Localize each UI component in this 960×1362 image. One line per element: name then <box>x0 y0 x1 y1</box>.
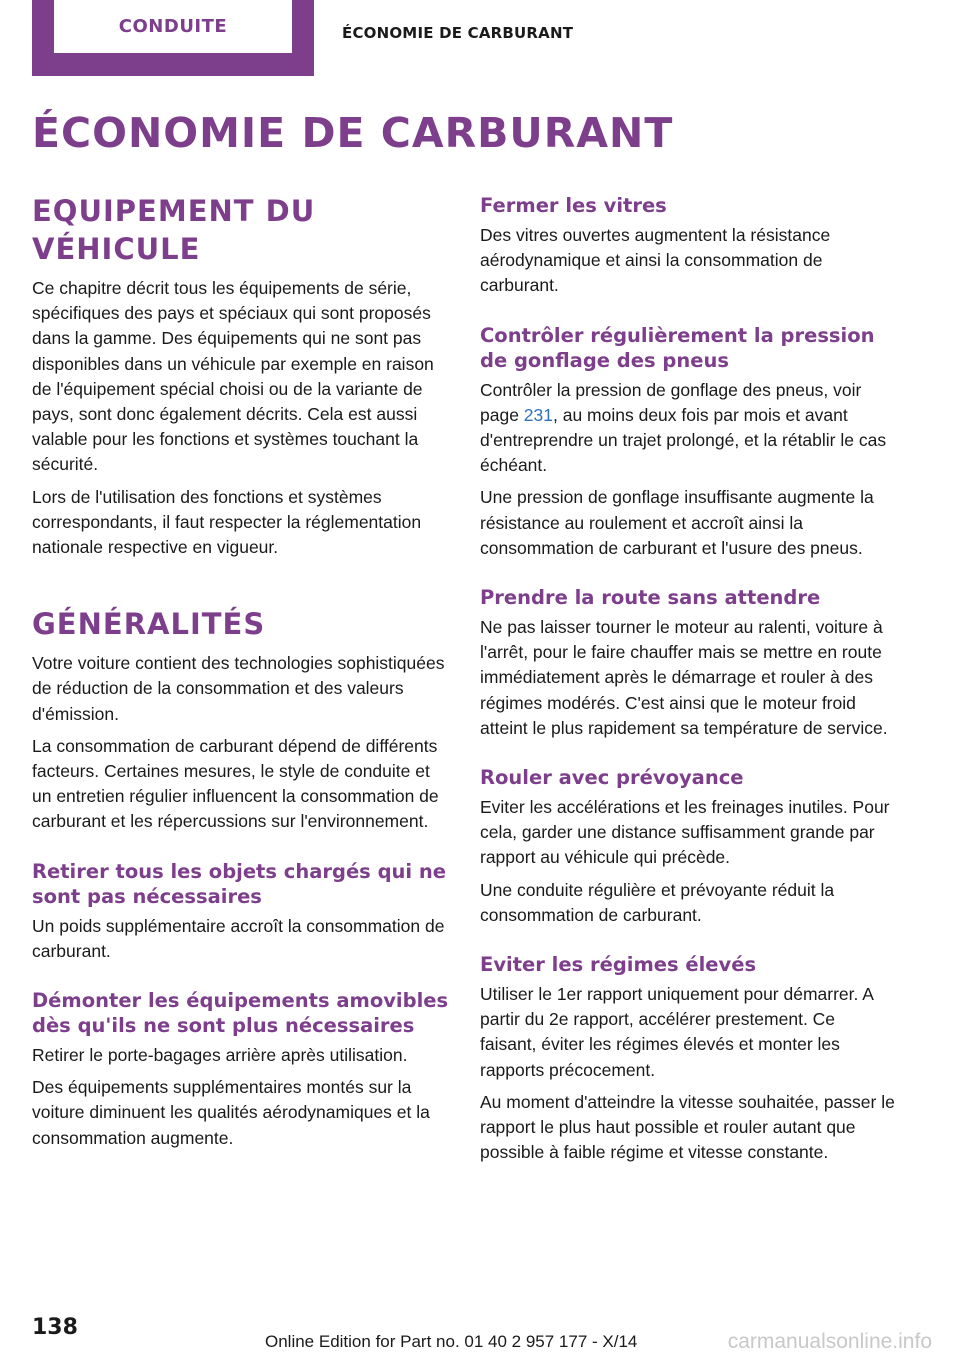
subheading-anticipation: Rouler avec prévoyance <box>480 766 744 790</box>
subheading-tyre-pressure: Contrôler régulièrement la pression de gonflage des pneus <box>480 323 875 372</box>
section-title-general: GÉNÉRALITÉS <box>32 607 266 642</box>
paragraph: Une conduite régulière et prévoyante réduit la consommation de carburant. <box>480 879 835 925</box>
paragraph: La consommation de carburant dépend de différents facteurs. Certaines mesures, le style de conduite et un entretien régulier influencent la consommation de carburant et les répercussions sur l'environnement. <box>32 735 439 832</box>
paragraph: Des vitres ouvertes augmentent la résistance aérodynamique et ainsi la consommation de carburant. <box>480 225 831 296</box>
paragraph: Une pression de gonflage insuffisante augmente la résistance au roulement et accroît ainsi la consommation de carburant et l'usure des pneus. <box>480 487 874 558</box>
subheading-remove-objects: Retirer tous les objets chargés qui ne sont pas nécessaires <box>32 859 446 908</box>
subheading-remove-equipment: Démonter les équipements amovibles dès qu'ils ne sont plus nécessaires <box>32 989 449 1038</box>
subheading-high-revs: Eviter les régimes élevés <box>480 953 757 977</box>
section-title-equipment: EQUIPEMENT DU VÉHICULE <box>32 194 316 266</box>
left-column <box>32 192 452 1158</box>
page-link-231[interactable]: 231 <box>523 404 553 425</box>
paragraph: Eviter les accélérations et les freinages inutiles. Pour cela, garder une distance suffisamment grande par rapport au véhicule qui précède. <box>480 797 890 868</box>
paragraph: Des équipements supplémentaires montés sur la voiture diminuent les qualités aérodynamiques et la consommation augmente. <box>32 1077 430 1148</box>
paragraph: Votre voiture contient des technologies sophistiquées de réduction de la consommation et des valeurs d'émission. <box>32 653 445 724</box>
paragraph: Lors de l'utilisation des fonctions et systèmes correspondants, il faut respecter la réglementation nationale respective en vigueur. <box>32 486 422 558</box>
paragraph-tyre-pressure <box>480 378 895 479</box>
text-run: , au moins deux fois par mois et avant d'entreprendre un trajet prolongé, et la rétablir le cas échéant. <box>480 404 887 476</box>
chapter-tab <box>32 0 314 76</box>
paragraph: Retirer le porte-bagages arrière après utilisation. <box>32 1045 408 1066</box>
page-number: 138 <box>32 1315 78 1340</box>
text-run: Contrôler la pression de gonflage des pneus, voir page <box>480 379 862 425</box>
chapter-tab-label[interactable]: CONDUITE <box>54 0 292 53</box>
subheading-windows: Fermer les vitres <box>480 194 667 217</box>
paragraph: Ne pas laisser tourner le moteur au ralenti, voiture à l'arrêt, pour le faire chauffer mais se mettre en route immédiatement après le démarrage et rouler à des régimes modérés. C'est ainsi que le moteur froid atteint le plus rapidement sa température de service. <box>480 617 888 738</box>
paragraph: Un poids supplémentaire accroît la consommation de carburant. <box>32 915 445 961</box>
paragraph: Au moment d'atteindre la vitesse souhaitée, passer le rapport le plus haut possible et rouler autant que possible à faible régime et vitesse constante. <box>480 1091 895 1163</box>
right-column <box>480 193 895 1172</box>
watermark: carmanualsonline.info <box>727 1330 932 1353</box>
paragraph: Ce chapitre décrit tous les équipements de série, spécifiques des pays et spéciaux qui sont proposés dans la gamme. Des équipements qui ne sont pas disponibles dans un véhicule par exemple en raison de l'équipement spécial choisi ou de la variante de pays, sont donc également décrits. Cela est aussi valable pour les fonctions et systèmes touchant la sécurité. <box>32 278 434 475</box>
subheading-start-driving: Prendre la route sans attendre <box>480 586 821 610</box>
paragraph: Utiliser le 1er rapport uniquement pour démarrer. A partir du 2e rapport, accélérer prestement. Ce faisant, éviter les régimes élevés et monter les rapports précocement. <box>480 984 873 1080</box>
page-title: ÉCONOMIE DE CARBURANT <box>32 109 674 157</box>
breadcrumb: ÉCONOMIE DE CARBURANT <box>342 24 574 42</box>
edition-footer: Online Edition for Part no. 01 40 2 957 177 - X/14 <box>265 1332 638 1351</box>
